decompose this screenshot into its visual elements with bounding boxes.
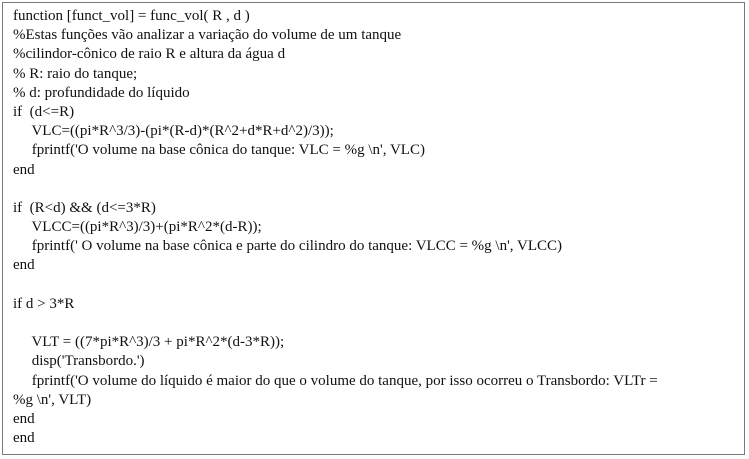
code-line-vlt: VLT = ((7*pi*R^3)/3 + pi*R^2*(d-3*R)); <box>13 334 285 351</box>
code-line-end-3: end <box>13 410 35 427</box>
code-line-end-4: end <box>13 430 35 447</box>
code-line-comment-1: %Estas funções vão analizar a variação do volume de um tanque <box>13 27 402 44</box>
code-line-comment-2: %cilindor-cônico de raio R e altura da água d <box>13 46 286 63</box>
code-line-comment-4: % d: profundidade do líquido <box>13 84 190 101</box>
code-line-blank-2 <box>13 276 741 295</box>
code-lines <box>13 7 741 448</box>
code-listing-box <box>2 2 745 455</box>
code-line-blank-3 <box>13 314 741 333</box>
code-line-function-header: function [funct_vol] = func_vol( R , d ) <box>13 8 250 24</box>
code-line-fprintf-1: fprintf('O volume na base cônica do tanque: VLC = %g \n', VLC) <box>13 142 425 159</box>
code-line-blank-1 <box>13 180 741 199</box>
code-line-disp: disp('Transbordo.') <box>13 353 145 370</box>
code-line-vlc: VLC=((pi*R^3/3)-(pi*(R-d)*(R^2+d*R+d^2)/3)); <box>13 123 334 140</box>
code-line-if-1: if (d<=R) <box>13 103 75 120</box>
code-line-end-1: end <box>13 161 35 178</box>
code-line-end-2: end <box>13 257 35 274</box>
code-line-fprintf-2: fprintf(' O volume na base cônica e parte do cilindro do tanque: VLCC = %g \n', VLCC) <box>13 238 563 255</box>
code-line-comment-3: % R: raio do tanque; <box>13 65 138 82</box>
code-line-if-2: if (R<d) && (d<=3*R) <box>13 199 156 216</box>
code-line-if-3: if d > 3*R <box>13 295 75 312</box>
code-line-vlcc: VLCC=((pi*R^3)/3)+(pi*R^2*(d-R)); <box>13 219 262 236</box>
code-line-fprintf-3: fprintf('O volume do líquido é maior do que o volume do tanque, por isso ocorreu o Transbordo: VLTr = <box>13 372 658 389</box>
code-line-fprintf-3-continued: %g \n', VLT) <box>13 391 92 408</box>
